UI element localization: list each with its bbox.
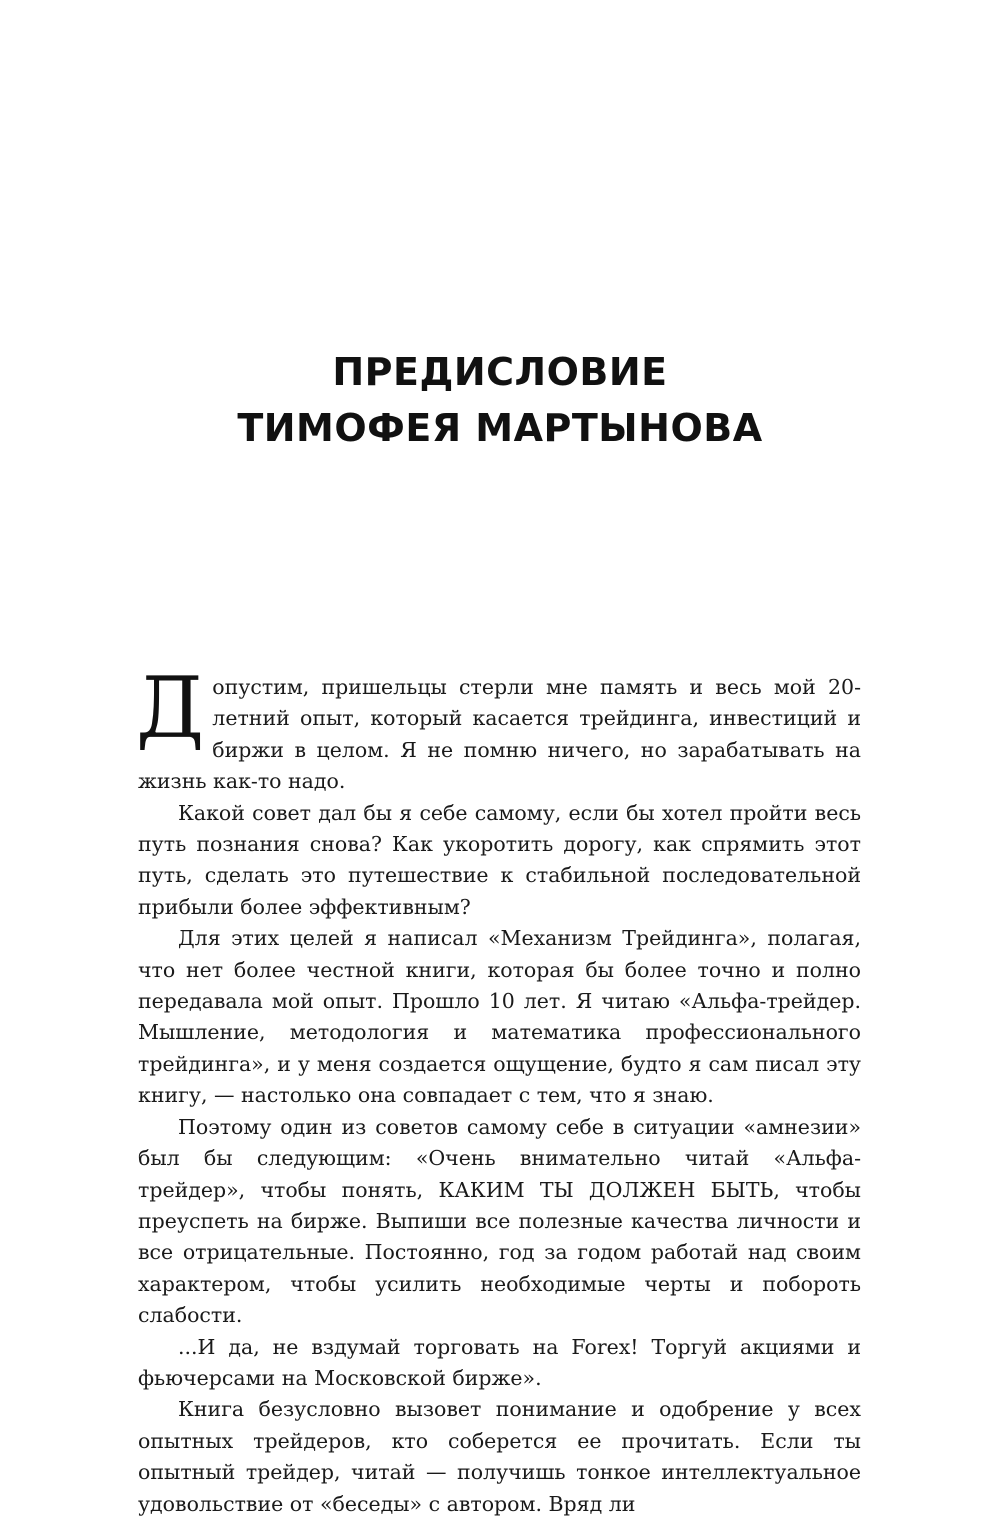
chapter-title-line-1: ПРЕДИСЛОВИЕ [332, 350, 668, 394]
body-text [136, 659, 861, 1520]
paragraph-1 [136, 659, 861, 798]
paragraph-4: Поэтому один из советов самому себе в ситуации «амнезии» был бы следующим: «Очень внимательно читай «Альфа-трейдер», чтобы понять, КАКИМ ТЫ ДОЛЖЕН БЫТЬ, чтобы преуспеть на бирже. Выпиши все полезные качества личности и все отрицательные. Постоянно, год за годом работай над своим характером, чтобы усилить необходимые черты и побороть слабости. [138, 1114, 861, 1328]
paragraph-3: Для этих целей я написал «Механизм Трейдинга», полагая, что нет более честной книги, которая бы более точно и полно передавала мой опыт. Прошло 10 лет. Я читаю «Альфа-трейдер. Мышление, методология и математика профессионального трейдинга», и у меня создается ощущение, будто я сам писал эту книгу, — настолько она совпадает с тем, что я знаю. [138, 926, 861, 1108]
paragraph-1-text: опустим, пришельцы стерли мне память и весь мой 20-летний опыт, который касается трейдинга, инвестиций и биржи в целом. Я не помню ничего, но зарабатывать на жизнь как-то надо. [138, 675, 861, 794]
paragraph-5: ...И да, не вздумай торговать на Forex! Торгуй акциями и фьючерсами на Московской бирже». [138, 1334, 861, 1390]
paragraph-2: Какой совет дал бы я себе самому, если бы хотел пройти весь путь познания снова? Как укоротить дорогу, как спрямить этот путь, сделать это путешествие к стабильной последовательной прибыли более эффективным? [138, 800, 861, 919]
chapter-title-line-2: ТИМОФЕЯ МАРТЫНОВА [237, 406, 763, 450]
chapter-title [0, 344, 1000, 456]
paragraph-6: Книга безусловно вызовет понимание и одобрение у всех опытных трейдеров, кто соберется ее прочитать. Если ты опытный трейдер, читай — получишь тонкое интеллектуальное удовольствие от «беседы» с автором. Вряд ли [138, 1397, 861, 1516]
drop-cap: Д [136, 659, 205, 757]
